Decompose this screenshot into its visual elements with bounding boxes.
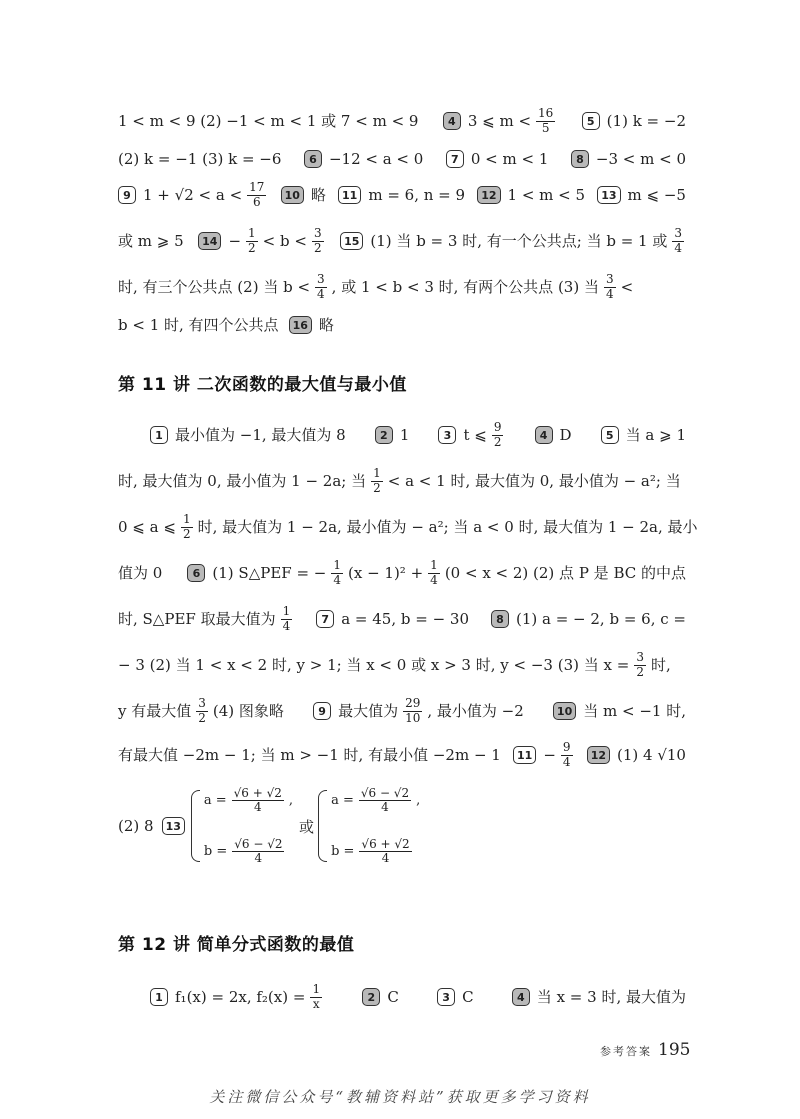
question-number-badge: 15 (340, 232, 363, 250)
fraction: $\frac{9}{2}$ (493, 420, 502, 449)
fraction: $\frac{1}{x}$ (312, 982, 321, 1011)
question-number-badge: 3 (437, 988, 455, 1006)
question-number-badge: 9 (313, 702, 331, 720)
fraction: $\frac{1}{4}$ (333, 558, 341, 587)
answer-line (118, 550, 686, 596)
page-number: 195 (658, 1040, 691, 1060)
answer-text: 0 ⩽ a ⩽ $\frac{1}{2}$ 时, 最大值为 1 − 2a, 最小值为 − a²; 当 a < 0 时, 最大值为 1 − 2a, 最小 (118, 512, 698, 541)
question-number-badge: 5 (582, 112, 600, 130)
fraction: $\frac{3}{2}$ (313, 226, 322, 255)
answer-item: 6 (1) S△PEF = − $\frac{1}{4}$ (x − 1)² + $\frac{1}{4}$ (0 < x < 2) (2) 点 P 是 BC 的中点 (187, 559, 686, 586)
answer-line (118, 458, 686, 504)
lecture-heading: 第 11 讲 二次函数的最大值与最小值 (118, 375, 407, 395)
answer-item: 8 (1) a = − 2, b = 6, c = (491, 610, 686, 628)
answer-line (118, 688, 686, 734)
question-number-badge: 10 (553, 702, 576, 720)
answer-item: 10 当 m < −1 时, (553, 702, 686, 720)
answer-line (118, 302, 686, 348)
answer-item: 4 当 x = 3 时, 最大值为 (512, 988, 686, 1006)
question-number-badge: 6 (187, 564, 205, 582)
question-number-badge: 11 (513, 746, 536, 764)
fraction: $\frac{√6 - √2}{4}$ (360, 786, 410, 815)
answer-line (118, 642, 686, 688)
fraction: $\frac{3}{4}$ (674, 226, 682, 255)
fraction: $\frac{3}{4}$ (605, 272, 614, 301)
answer-item: 12 (1) 4 √10 (587, 746, 686, 764)
answer-text: − 3 (2) 当 1 < x < 2 时, y > 1; 当 x < 0 或 x > 3 时, y < −3 (3) 当 x = $\frac{3}{2}$ 时, (118, 650, 671, 679)
question-number-badge: 8 (571, 150, 589, 168)
fraction: $\frac{17}{6}$ (249, 180, 265, 209)
answer-text: y 有最大值 $\frac{3}{2}$ (4) 图象略 (118, 696, 284, 725)
fraction: $\frac{1}{4}$ (430, 558, 438, 587)
question-number-badge: 4 (443, 112, 461, 130)
question-number-badge: 6 (304, 150, 322, 168)
answer-line (118, 732, 686, 778)
fraction: $\frac{1}{4}$ (282, 604, 291, 633)
answer-item: 16 略 (289, 316, 334, 334)
answer-item: 15 (1) 当 b = 3 时, 有一个公共点; 当 b = 1 或 $\frac{3}{4}$ (340, 227, 686, 254)
question-number-badge: 1 (150, 988, 168, 1006)
question-number-badge: 13 (162, 817, 185, 835)
question-number-badge: 14 (198, 232, 221, 250)
fraction: $\frac{3}{4}$ (317, 272, 325, 301)
left-brace (318, 790, 327, 862)
answer-item: 7 a = 45, b = − 30 (316, 610, 469, 628)
question-number-badge: 11 (338, 186, 361, 204)
answer-item: 2 1 (375, 426, 410, 444)
answer-text: 时, 最大值为 0, 最小值为 1 − 2a; 当 $\frac{1}{2}$ < a < 1 时, 最大值为 0, 最小值为 − a²; 当 (118, 466, 681, 495)
fraction: $\frac{3}{2}$ (198, 696, 206, 725)
question-number-badge: 9 (118, 186, 136, 204)
question-number-badge: 7 (316, 610, 334, 628)
fraction: $\frac{√6 + √2}{4}$ (233, 786, 282, 815)
answer-text: 有最大值 −2m − 1; 当 m > −1 时, 有最小值 −2m − 1 (118, 745, 501, 764)
answer-line (150, 974, 686, 1020)
equation-system (331, 787, 420, 865)
question-number-badge: 4 (512, 988, 530, 1006)
fraction: $\frac{√6 - √2}{4}$ (234, 836, 283, 865)
answer-item: 6 −12 < a < 0 (304, 150, 423, 168)
answer-item: 1 f₁(x) = 2x, f₂(x) = $\frac{1}{x}$ (150, 983, 324, 1010)
equation-system (204, 787, 293, 865)
fraction: $\frac{3}{2}$ (636, 650, 644, 679)
answer-item: 5 (1) k = −2 (582, 112, 686, 130)
answer-text: 时, 有三个公共点 (2) 当 b < $\frac{3}{4}$ , 或 1 < b < 3 时, 有两个公共点 (3) 当 $\frac{3}{4}$ < (118, 272, 634, 301)
footer-section-label: 参考答案 (600, 1045, 652, 1058)
answer-item: 9 1 + √2 < a < $\frac{17}{6}$ (118, 181, 268, 208)
question-number-badge: 13 (597, 186, 620, 204)
answer-item: 14 − $\frac{1}{2}$ < b < $\frac{3}{2}$ (198, 227, 325, 254)
fraction: $\frac{16}{5}$ (538, 106, 554, 135)
equation-row: a = $\frac{√6 - √2}{4}$ , (331, 786, 421, 815)
answer-text: (2) k = −1 (3) k = −6 (118, 149, 282, 168)
left-brace (191, 790, 200, 862)
answer-line (118, 504, 698, 550)
answer-item: 2 C (362, 988, 398, 1006)
answer-item: 8 −3 < m < 0 (571, 150, 686, 168)
answer-item: 10 略 (281, 186, 326, 204)
question-number-badge: 2 (375, 426, 393, 444)
answer-line (150, 412, 686, 458)
fraction: $\frac{√6 + √2}{4}$ (361, 836, 410, 865)
answer-item: 13 m ⩽ −5 (597, 186, 686, 204)
answer-item: 11 m = 6, n = 9 (338, 186, 465, 204)
question-number-badge: 12 (587, 746, 610, 764)
answer-item: 11 − $\frac{9}{4}$ (513, 741, 575, 768)
answer-text: 值为 0 (118, 563, 163, 582)
question-number-badge: 12 (477, 186, 500, 204)
answer-system-line (118, 786, 686, 866)
question-number-badge: 4 (535, 426, 553, 444)
question-number-badge: 2 (362, 988, 380, 1006)
answer-item: 7 0 < m < 1 (446, 150, 549, 168)
answer-item: 4 3 ⩽ m < $\frac{16}{5}$ (443, 107, 558, 134)
equation-row: b = $\frac{√6 - √2}{4}$ (203, 836, 283, 865)
answer-text: 或 m ⩾ 5 (118, 231, 184, 250)
watermark-text: 关注微信公众号“教辅资料站”获取更多学习资料 (209, 1088, 591, 1106)
or-word: 或 (299, 817, 315, 836)
answer-item: 12 1 < m < 5 (477, 186, 585, 204)
fraction: $\frac{9}{4}$ (562, 740, 571, 769)
answer-text: b < 1 时, 有四个公共点 (118, 315, 279, 334)
fraction: $\frac{1}{2}$ (248, 226, 256, 255)
answer-item: 4 D (535, 426, 572, 444)
answer-item: 1 最小值为 −1, 最大值为 8 (150, 426, 346, 444)
question-number-badge: 8 (491, 610, 509, 628)
answer-item: 9 最大值为 $\frac{29}{10}$ , 最小值为 −2 (313, 697, 524, 724)
equation-row: a = $\frac{√6 + √2}{4}$ , (203, 786, 294, 815)
question-number-badge: 10 (281, 186, 304, 204)
question-number-badge: 7 (446, 150, 464, 168)
fraction: $\frac{1}{2}$ (373, 466, 381, 495)
answer-item: 3 t ⩽ $\frac{9}{2}$ (438, 421, 505, 448)
lecture-heading: 第 12 讲 简单分式函数的最值 (118, 935, 355, 955)
answer-line (118, 596, 686, 642)
question-number-badge: 16 (289, 316, 312, 334)
answer-item: 5 当 a ⩾ 1 (601, 426, 686, 444)
answer-text: 时, S△PEF 取最大值为 $\frac{1}{4}$ (118, 604, 291, 633)
answer-item: 3 C (437, 988, 473, 1006)
question-number-badge: 3 (438, 426, 456, 444)
question-number-badge: 1 (150, 426, 168, 444)
fraction: $\frac{29}{10}$ (405, 696, 421, 725)
answer-text: (2) 8 (118, 817, 154, 835)
question-number-badge: 5 (601, 426, 619, 444)
fraction: $\frac{1}{2}$ (182, 512, 191, 541)
answer-text: 1 < m < 9 (2) −1 < m < 1 或 7 < m < 9 (118, 111, 419, 130)
page-footer (600, 1040, 690, 1060)
answer-line (118, 172, 686, 218)
equation-row: b = $\frac{√6 + √2}{4}$ (331, 836, 410, 865)
answer-line (118, 218, 686, 264)
